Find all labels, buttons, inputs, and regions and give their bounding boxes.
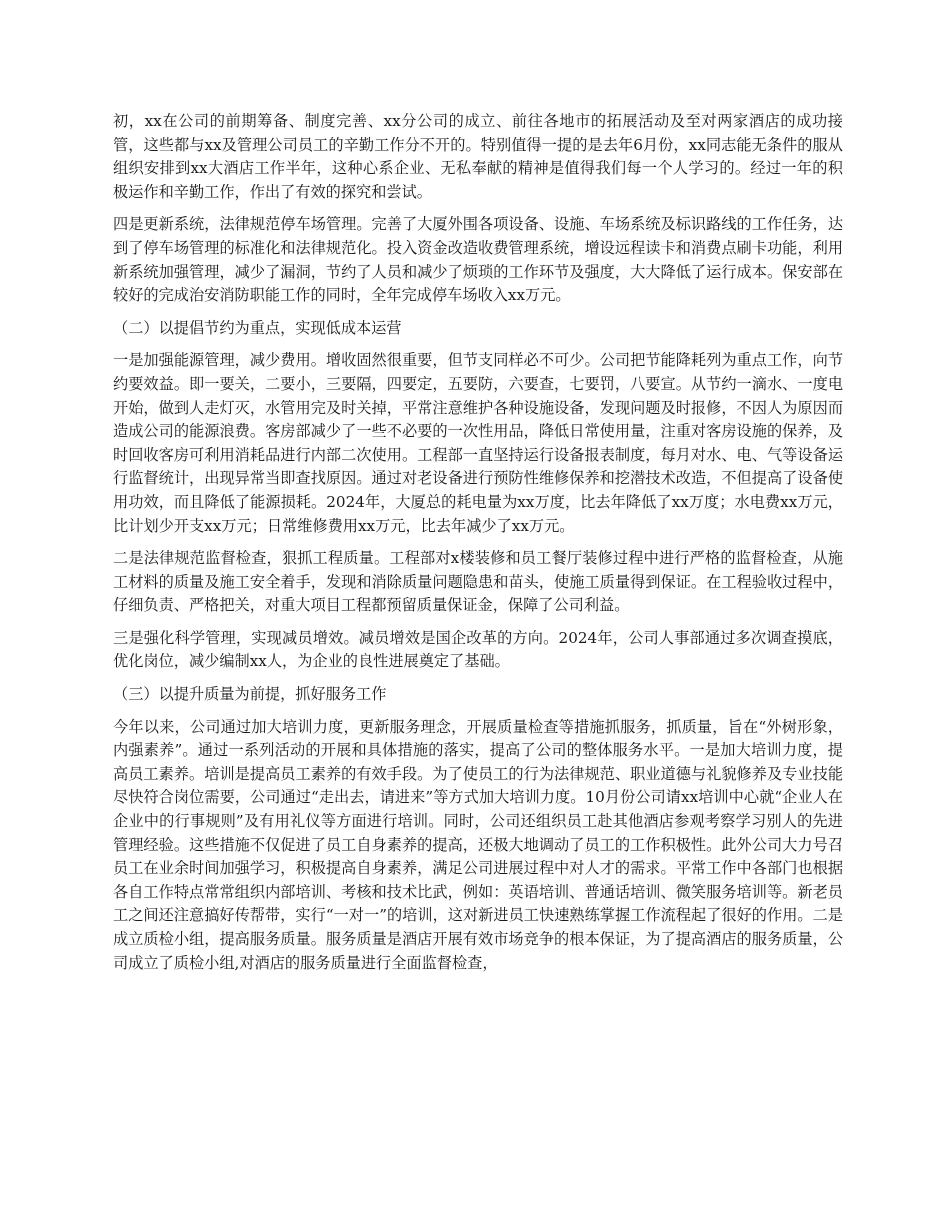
paragraph-staff-efficiency: 三是强化科学管理，实现减员增效。减员增效是国企改革的方向。2024年，公司人事部通过多次调查摸底，优化岗位，减少编制xx人，为企业的良性进展奠定了基础。 [113,628,843,671]
paragraph-training-and-quality: 今年以来，公司通过加大培训力度，更新服务理念，开展质量检查等措施抓服务，抓质量，旨在“外树形象，内强素养”。通过一系列活动的开展和具体措施的落实，提高了公司的整体服务水平。一是加大培训力度，提高员工素养。培训是提高员工素养的有效手段。为了使员工的行为法律规范、职业道德与礼貌修养及专业技能尽快符合岗位需要，公司通过“走出去，请进来”等方式加大培训力度。10月份公司请xx培训中心就“企业人在企业中的行事规则”及有用礼仪等方面进行培训。同时，公司还组织员工赴其他酒店参观考察学习别人的先进管理经验。这些措施不仅促进了员工自身素养的提高，还极大地调动了员工的工作积极性。此外公司大力号召员工在业余时间加强学习，积极提高自身素养，满足公司进展过程中对人才的需求。平常工作中各部门也根据各自工作特点常常组织内部培训、考核和技术比武，例如：英语培训、普通话培训、微笑服务培训等。新老员工之间还注意搞好传帮带，实行“一对一”的培训，这对新进员工快速熟练掌握工作流程起了很好的作用。二是成立质检小组，提高服务质量。服务质量是酒店开展有效市场竞争的根本保证，为了提高酒店的服务质量，公司成立了质检小组,对酒店的服务质量进行全面监督检查， [113,717,843,972]
paragraph-parking-management: 四是更新系统，法律规范停车场管理。完善了大厦外围各项设备、设施、车场系统及标识路线的工作任务，达到了停车场管理的标准化和法律规范化。投入资金改造收费管理系统，增设远程读卡和消费点刷卡功能，利用新系统加强管理，减少了漏洞，节约了人员和减少了烦琐的工作环节及强度，大大降低了运行成本。保安部在较好的完成治安消防职能工作的同时，全年完成停车场收入xx万元。 [113,215,843,305]
paragraph-engineering-quality: 二是法律规范监督检查，狠抓工程质量。工程部对x楼装修和员工餐厅装修过程中进行严格的监督检查，从施工材料的质量及施工安全着手，发现和消除质量问题隐患和苗头，使施工质量得到保证。在工程验收过程中，仔细负责、严格把关，对重大项目工程都预留质量保证金，保障了公司利益。 [113,549,843,615]
document-page [113,110,843,984]
section-heading-service-quality: （三）以提升质量为前提，抓好服务工作 [113,685,387,704]
paragraph-company-history: 初，xx在公司的前期筹备、制度完善、xx分公司的成立、前往各地市的拓展活动及至对两家酒店的成功接管，这些都与xx及管理公司员工的辛勤工作分不开的。特别值得一提的是去年6月份，xx同志能无条件的服从组织安排到xx大酒店工作半年，这种心系企业、无私奉献的精神是值得我们每一个人学习的。经过一年的积极运作和辛勤工作，作出了有效的探究和尝试。 [113,112,843,201]
paragraph-energy-management: 一是加强能源管理，减少费用。增收固然很重要，但节支同样必不可少。公司把节能降耗列为重点工作，向节约要效益。即一要关，二要小，三要隔，四要定，五要防，六要查，七要罚，八要宣。从节约一滴水、一度电开始，做到人走灯灭，水管用完及时关掉，平常注意维护各种设施设备，发现问题及时报修，不因人为原因而造成公司的能源浪费。客房部减少了一些不必要的一次性用品，降低日常使用量，注重对客房设施的保养，及时回收客房可利用消耗品进行内部二次使用。工程部一直坚持运行设备报表制度，每月对水、电、气等设备运行监督统计，出现异常当即查找原因。通过对老设备进行预防性维修保养和挖潜技术改造，不但提高了设备使用功效，而且降低了能源损耗。2024年，大厦总的耗电量为xx万度，比去年降低了xx万度；水电费xx万元，比计划少开支xx万元；日常维修费用xx万元，比去年减少了xx万元。 [113,351,843,535]
section-heading-cost-saving: （二）以提倡节约为重点，实现低成本运营 [113,318,402,337]
